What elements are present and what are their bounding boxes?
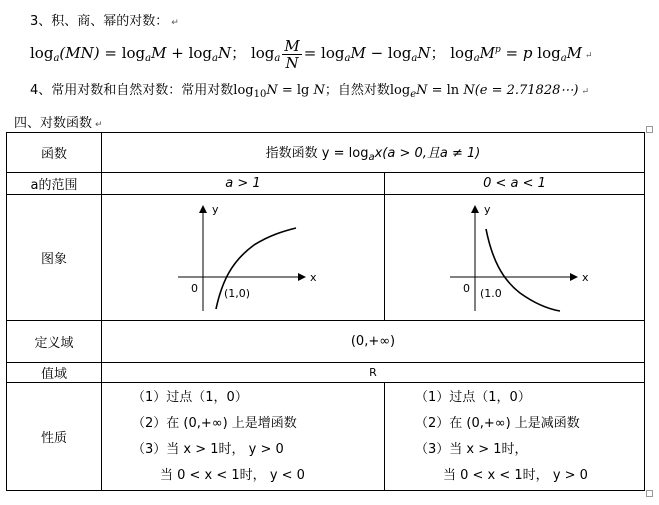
point-label: (1.0	[479, 286, 502, 300]
cell-value-range-label	[7, 363, 102, 383]
table-row-value-range	[7, 363, 645, 383]
fraction-numerator: M	[284, 36, 300, 55]
formula-sep-2: ；	[430, 44, 446, 62]
x-label: x	[581, 270, 589, 284]
formula-p2-minus: − log	[365, 44, 412, 62]
table-row-graph	[7, 195, 645, 321]
formula-p1-plus-sub: a	[212, 53, 219, 64]
cell-function-desc	[102, 133, 645, 173]
h4-n2: N	[313, 83, 325, 98]
cell-props-col2	[385, 383, 645, 491]
formula-p3-eq: =	[500, 44, 523, 62]
h4-eq1: = lg	[277, 83, 314, 98]
range-col2: 0 < a < 1	[483, 176, 546, 191]
function-tail: x(a > 0,且a ≠ 1)	[374, 146, 481, 161]
domain-label: 定义域	[34, 336, 74, 351]
formula-p3-log2: log	[532, 44, 561, 62]
cell-props-col1	[102, 383, 385, 491]
y-label: y	[483, 202, 491, 216]
cell-range-col1	[102, 173, 385, 195]
formula-p2-rhs: = log	[303, 44, 345, 62]
cell-domain-label	[7, 321, 102, 363]
function-sub: a	[368, 152, 375, 163]
prop-2-line-2: （2）在 (0,+∞) 上是减函数	[415, 415, 580, 431]
function-desc: 指数函数 y = log	[265, 146, 369, 161]
x-axis-arrow-icon	[570, 273, 578, 281]
formula-p3-m2: M	[566, 44, 583, 62]
formula-p1-m: M	[151, 44, 167, 62]
formula-p3-sub2: a	[560, 53, 567, 64]
cell-value-range	[102, 363, 645, 383]
h4-tail: (e = 2.71828⋯)	[474, 83, 579, 98]
formula-p2-minus-sub: a	[411, 53, 418, 64]
prop-2-line-4: 当 0 < x < 1时， y > 0	[443, 467, 588, 483]
formula-line-3: $\log_a(MN) = \log_aM + \log_aN$； $\log_a$ $\frac{M}{N}$ = $\log_aM - \log_aN$； $\log_aM^p = p$ $\log_aM$ ↵	[30, 36, 593, 72]
cell-range-label	[7, 173, 102, 195]
formula-p2-log: log	[250, 44, 275, 62]
table-corner-marker-bottom	[646, 490, 653, 497]
heading-4: 4、常用对数和自然对数：常用对数$\log_{10}N = \lg N$；自然对数$\log_eN = \ln N(e$ = 2.71828⋯) ↵	[30, 83, 589, 100]
section-title: 四、对数函数 ↵	[14, 116, 103, 131]
prop-1-line-1: （1）过点（1，0）	[132, 389, 248, 405]
graph-increasing	[158, 199, 328, 317]
cell-graph-1	[102, 195, 385, 321]
cell-function-label	[7, 133, 102, 173]
y-label: y	[212, 202, 219, 216]
h4-n3: N	[416, 83, 428, 98]
x-axis-arrow-icon	[298, 273, 306, 281]
range-label: a的范围	[30, 178, 78, 193]
formula-p3-sup: p	[495, 45, 501, 55]
table-row-props	[7, 383, 645, 491]
table-row-domain	[7, 321, 645, 363]
formula-lhs-log: log	[30, 44, 54, 62]
graph-label: 图象	[40, 252, 67, 267]
table-row-range	[7, 173, 645, 195]
formula-p1-plus: + log	[166, 44, 213, 62]
h4-log2: log	[389, 83, 411, 98]
prop-2-line-3: （3）当 x > 1时，	[415, 441, 528, 457]
h4-n1: N	[266, 83, 278, 98]
formula-p3-m: M	[479, 44, 496, 62]
x-label: x	[310, 270, 317, 284]
value-range: R	[369, 366, 377, 379]
heading-3-text: 3、积、商、幂的对数：	[30, 14, 169, 29]
origin-label: 0	[462, 281, 470, 295]
formula-p3-log: log	[450, 44, 474, 62]
formula-p1-rhs-sub: a	[145, 53, 152, 64]
table-corner-marker	[646, 126, 653, 133]
h4-sub10: 10	[253, 89, 267, 100]
formula-p2-n: N	[417, 44, 431, 62]
prop-1-line-4: 当 0 < x < 1时， y < 0	[160, 467, 305, 483]
table-row-function	[7, 133, 645, 173]
prop-1-line-2: （2）在 (0,+∞) 上是增函数	[132, 415, 297, 431]
y-axis-arrow-icon	[199, 205, 207, 213]
graph-decreasing	[430, 199, 600, 317]
value-range-label: 值域	[40, 367, 67, 382]
formula-p2-sub: a	[274, 53, 281, 64]
function-label: 函数	[40, 147, 67, 162]
cell-graph-2	[385, 195, 645, 321]
formula-p2-rhs-sub: a	[344, 53, 351, 64]
point-label: (1,0)	[224, 286, 251, 300]
formula-sep-1: ；	[231, 44, 247, 62]
cell-range-col2	[385, 173, 645, 195]
heading-4-prefix: 4、常用对数和自然对数：常用对数	[30, 83, 234, 98]
formula-p1-arg: (MN)	[59, 44, 100, 62]
h4-n4: N	[463, 83, 475, 98]
h4-log: log	[233, 83, 254, 98]
origin-label: 0	[191, 281, 198, 295]
formula-p2-fraction	[282, 38, 301, 71]
cell-graph-label	[7, 195, 102, 321]
formula-p1-n: N	[218, 44, 232, 62]
formula-p2-m: M	[350, 44, 366, 62]
formula-p3-p: p	[522, 44, 533, 62]
y-axis-arrow-icon	[471, 205, 479, 213]
h4-sep: ；自然对数	[324, 83, 390, 98]
formula-p1-rhs: = log	[104, 44, 146, 62]
range-col1: a > 1	[225, 176, 261, 191]
prop-1-line-3: （3）当 x > 1时， y > 0	[132, 441, 284, 457]
domain-value: (0,+∞)	[350, 334, 396, 349]
prop-2-line-1: （1）过点（1，0）	[415, 389, 531, 405]
log-function-table	[6, 132, 645, 491]
cell-domain	[102, 321, 645, 363]
formula-p3-sub: a	[473, 53, 480, 64]
h4-sube: e	[410, 89, 417, 100]
formula-lhs-sub: a	[53, 53, 60, 64]
fraction-denominator: N	[285, 53, 299, 72]
heading-3: 3、积、商、幂的对数： ↵	[30, 14, 179, 29]
props-label: 性质	[40, 431, 67, 446]
h4-eq2: = ln	[427, 83, 464, 98]
section-title-text: 四、对数函数	[14, 116, 93, 131]
cell-props-label	[7, 383, 102, 491]
